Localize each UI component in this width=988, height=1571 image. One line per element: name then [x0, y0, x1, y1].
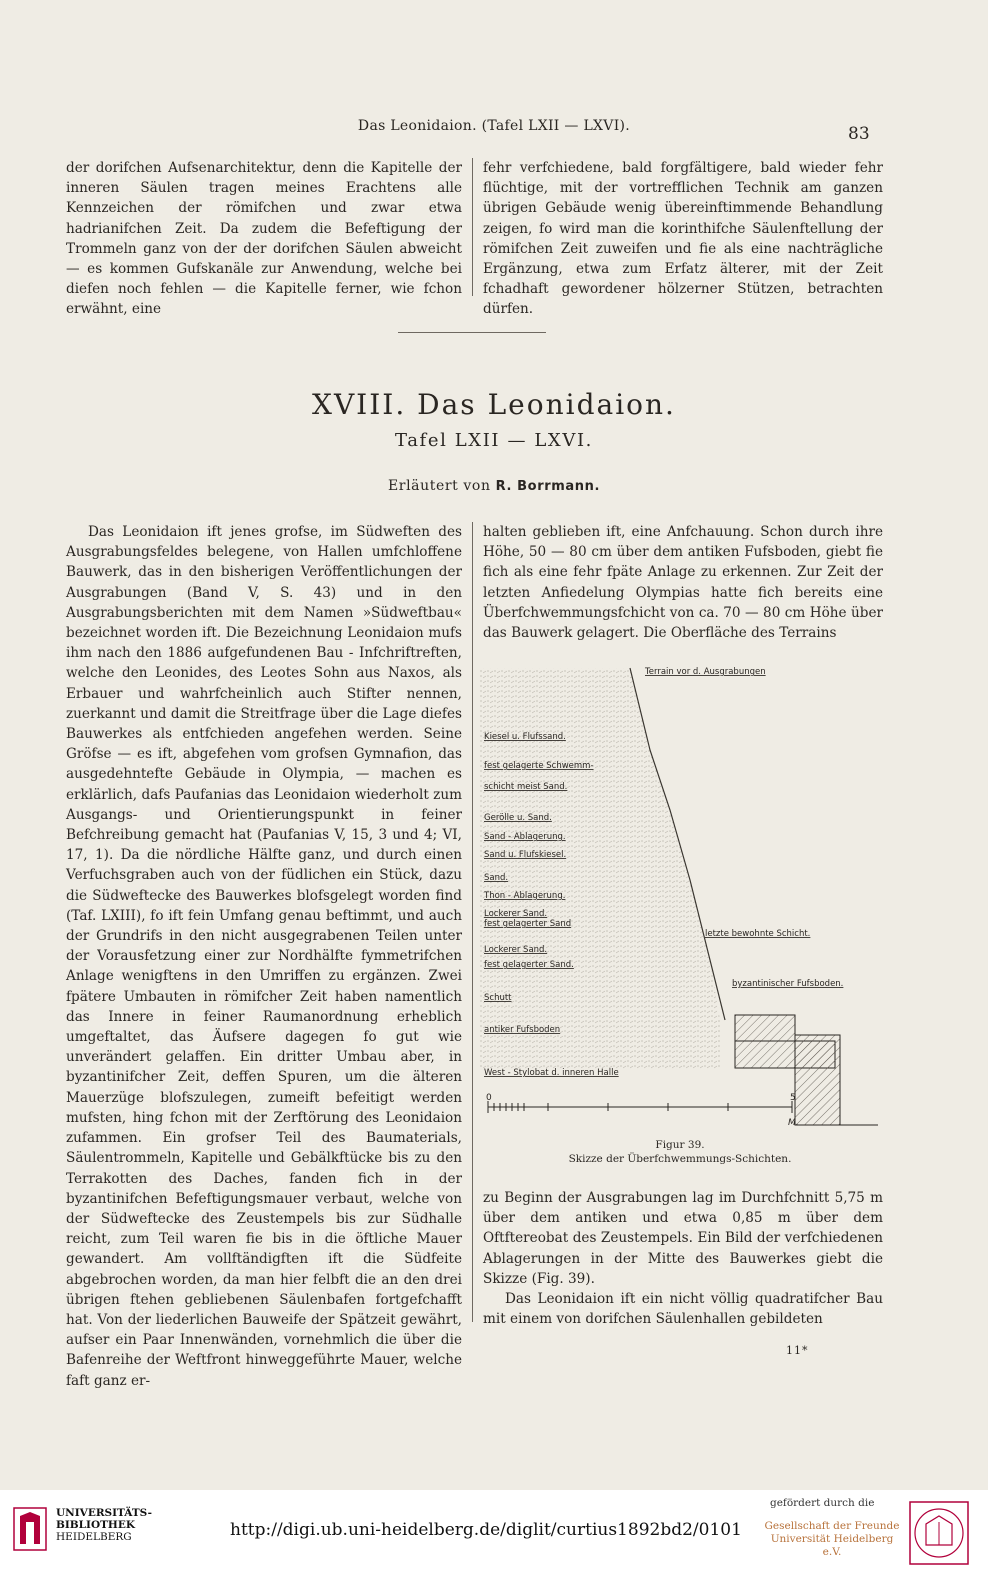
section-title: XVIII. Das Leonidaion.	[312, 388, 676, 421]
foundation-block	[795, 1035, 840, 1125]
section-rule	[398, 332, 546, 333]
sponsor-note: gefördert durch die	[770, 1497, 875, 1509]
library-line: BIBLIOTHEK	[56, 1519, 135, 1531]
permalink[interactable]: http://digi.ub.uni-heidelberg.de/diglit/curtius1892bd2/0101	[230, 1520, 742, 1540]
label-sand-fluss: Sand u. Flufskiesel.	[484, 850, 567, 860]
society-line: Universität Heidelberg e.V.	[770, 1533, 894, 1558]
label-thon: Thon - Ablagerung.	[484, 891, 566, 901]
label-schutt: Schutt	[484, 993, 512, 1003]
byline	[0, 478, 988, 494]
scale-start: 0	[486, 1093, 492, 1103]
figure-caption	[480, 1138, 880, 1166]
top-left-column	[66, 158, 462, 320]
label-sand-abl: Sand - Ablagerung.	[484, 832, 566, 842]
scale-unit: M.	[788, 1118, 799, 1128]
label-schicht: schicht meist Sand.	[484, 782, 568, 792]
label-fest-sand1: fest gelagerter Sand	[484, 919, 572, 929]
figure-caption-text: Skizze der Überfchwemmungs-Schichten.	[568, 1153, 792, 1165]
label-antiker: antiker Fufsboden	[484, 1025, 561, 1035]
society-name	[763, 1520, 901, 1559]
society-seal-icon	[908, 1500, 970, 1566]
library-line: HEIDELBERG	[56, 1531, 132, 1543]
scale-end: 5	[790, 1093, 796, 1103]
main-left-column	[66, 522, 462, 1391]
section-subtitle: Tafel LXII — LXVI.	[395, 430, 593, 451]
label-west: West - Stylobat d. inneren Halle	[484, 1068, 619, 1078]
label-geroelle: Gerölle u. Sand.	[484, 813, 552, 823]
label-sand: Sand.	[484, 873, 509, 883]
main-right-column-top	[483, 522, 883, 643]
column-divider-main	[472, 522, 473, 1322]
library-line: UNIVERSITÄTS-	[56, 1507, 152, 1519]
top-right-column	[483, 158, 883, 320]
label-fest-schwemm: fest gelagerte Schwemm-	[484, 761, 594, 771]
stratigraphy-figure	[480, 660, 880, 1136]
label-fest-sand2: fest gelagerter Sand.	[484, 960, 574, 970]
running-header: Das Leonidaion. (Tafel LXII — LXVI).	[357, 118, 631, 134]
masonry-upper	[735, 1015, 795, 1041]
main-right-column-bottom	[483, 1188, 883, 1329]
label-kiesel: Kiesel u. Flufssand.	[484, 732, 566, 742]
label-byz: byzantinischer Fufsboden.	[732, 979, 844, 989]
paragraph: fehr verfchiedene, bald forgfältigere, bald wieder fehr flüchtige, mit der vortrefflichen Technik am ganzen übrigen Gebäude wenig übereinftimmende Behandlung zeigen, fo wird man die korinthifche Säulenftellung der römifchen Zeit zuweifen und fie als eine nachträgliche Ergänzung, etwa zum Erfatz älterer, mit der Zeit fchadhaft gewordener hölzerner Stützen, betrachten dürfen.	[483, 160, 883, 318]
paragraph: zu Beginn der Ausgrabungen lag im Durchfchnitt 5,75 m über dem antiken und etwa 0,85 m über dem Oftftereobat des Zeustempels. Ein Bild der verfchiedenen Ablagerungen in der Mitte des Bauwerkes giebt die Skizze (Fig. 39).	[483, 1190, 883, 1287]
paragraph: Das Leonidaion ift ein nicht völlig quadratifcher Bau mit einem von dorifchen Säulenhallen gebildeten	[483, 1291, 883, 1328]
paragraph: Das Leonidaion ift jenes grofse, im Südweften des Ausgrabungsfeldes belegene, von Hallen umfchloffene Bauwerk, das in den bisherigen Veröffentlichungen der Ausgrabungen (Band V, S. 43) und in den Ausgrabungsberichten mit dem Namen »Südweftbau« bezeichnet worden ift. Die Bezeichnung Leonidaion mufs ihm nach den 1886 aufgefundenen Bau - Infchriftreften, welche den Leonides, des Leotes Sohn aus Naxos, als Erbauer und wahrfcheinlich auch Stifter nennen, zuerkannt und damit die Streitfrage über die Lage diefes Bauwerkes als entfchieden angefehen werden. Seine Gröfse — es ift, abgefehen vom grofsen Gymnafion, das ausgedehntefte Gebäude in Olympia, — machen es erklärlich, dafs Paufanias das Leonidaion wiederholt zum Ausgangs- und Orientierungspunkt in feiner Befchreibung gemacht hat (Paufanias V, 15, 3 und 4; VI, 17, 1). Da die nördliche Hälfte ganz, und durch einen Verfuchsgraben auch von der füdlichen ein Stück, dazu die Südweftecke des Bauwerkes blofsgelegt worden find (Taf. LXIII), fo ift fein Umfang genau beftimmt, und auch der Grundrifs in den nicht ausgegrabenen Teilen unter der Vorausfetzung einer zur Nordhälfte fymmetrifchen Anlage wenigftens in den Umriffen zu ergänzen. Zwei fpätere Umbauten in römifcher Zeit haben namentlich das Innere in feiner Raumanordnung erheblich umgeftaltet, das Äufsere dagegen fo gut wie unverändert gelaffen. Ein dritter Umbau aber, in byzantinifcher Zeit, deffen Spuren, um die älteren Mauerzüge blofszulegen, zumeift befeitigt werden mufsten, hing fchon mit der Zerftörung des Leonidaion zufammen. Ein grofser Teil des Baumaterials, Säulentrommeln, Kapitelle und Gebälkftücke bis zu den Terrakotten des Daches, fanden fich in der byzantinifchen Befeftigungsmauer verbaut, welche von der Südweftecke des Zeustempels bis zur Südhalle reicht, zum Teil waren fie bis in die öftliche Mauer gewandert. Am vollftändigften ift die Südfeite abgebrochen worden, da man hier felbft die an den drei übrigen ftehen gebliebenen Säulenbafen fortgefchafft hat. Von der liederlichen Bauweife der Spätzeit gewährt, aufser ein Paar Innenwänden, vornehmlich die über die Bafenreihe der Weftfront hinweggeführte Mauer, welche faft ganz er-	[66, 524, 462, 1389]
university-library-logo-icon	[10, 1504, 50, 1554]
label-letzte: letzte bewohnte Schicht.	[705, 929, 811, 939]
figure-number: Figur 39.	[655, 1139, 705, 1151]
paragraph: der dorifchen Aufsenarchitektur, denn die Kapitelle der inneren Säulen tragen meines Erachtens alle Kennzeichen der römifchen und zwar etwa hadrianifchen Zeit. Da zudem die Befeftigung der Trommeln ganz von der der dorifchen Säulen abweicht — es kommen Gufskanäle zur Anwendung, welche bei diefen noch fehlen — die Kapitelle ferner, wie fchon erwähnt, eine	[66, 160, 462, 318]
column-divider-top	[472, 158, 473, 296]
label-lockerer2: Lockerer Sand.	[484, 945, 548, 955]
library-name	[56, 1507, 152, 1543]
label-lockerer1: Lockerer Sand.	[484, 909, 548, 919]
label-terrain: Terrain vor d. Ausgrabungen	[645, 667, 766, 677]
byline-author: R. Borrmann.	[495, 479, 600, 494]
soil-layers	[480, 668, 720, 1070]
page-number: 83	[848, 124, 870, 144]
printer-signature: 11*	[786, 1344, 809, 1357]
society-line: Gesellschaft der Freunde	[764, 1520, 900, 1532]
scale-bar	[486, 1093, 799, 1128]
paragraph: halten geblieben ift, eine Anfchauung. Schon durch ihre Höhe, 50 — 80 cm über dem antiken Fufsboden, giebt fie fich als eine fehr fpäte Anlage zu erkennen. Zur Zeit der letzten Anfiedelung Olympias hatte fich bereits eine Überfchwemmungsfchicht von ca. 70 — 80 cm Höhe über das Bauwerk gelagert. Die Oberfläche des Terrains	[483, 524, 883, 642]
byline-prefix: Erläutert von	[387, 478, 491, 494]
